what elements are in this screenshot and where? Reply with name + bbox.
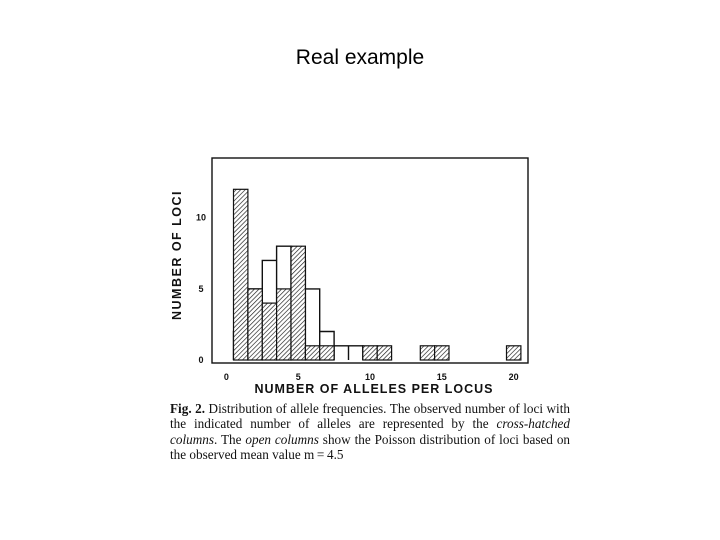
y-tick-label: 10 (195, 212, 207, 223)
observed-bar-3 (262, 303, 276, 360)
x-tick-label: 15 (436, 372, 447, 382)
y-tick-label: 5 (198, 283, 204, 294)
observed-bar-6 (305, 346, 319, 360)
x-axis-label: NUMBER OF ALLELES PER LOCUS (254, 382, 494, 396)
caption-label: Fig. 2. (170, 401, 206, 416)
observed-bar-20 (507, 346, 521, 360)
observed-bar-2 (248, 289, 262, 360)
x-tick-label: 20 (508, 372, 519, 382)
observed-bar-4 (277, 289, 291, 360)
observed-bar-11 (377, 346, 391, 360)
observed-bar-15 (435, 346, 449, 360)
observed-bar-10 (363, 346, 377, 360)
caption-emphasis-1: cross-hatched columns (170, 416, 570, 447)
y-tick-label: 0 (198, 355, 204, 365)
figure-caption (170, 401, 570, 462)
observed-bar-5 (291, 246, 305, 360)
observed-bar-1 (234, 189, 248, 360)
caption-emphasis-2: open columns (245, 431, 319, 447)
caption-text-3: show the Poisson distribution of loci based on the observed mean value m = 4.5 (170, 431, 571, 462)
x-tick-label: 10 (364, 372, 376, 382)
observed-bar-14 (420, 346, 434, 360)
x-tick-label: 0 (223, 372, 229, 382)
y-axis-label: NUMBER OF LOCI (170, 189, 184, 321)
x-tick-label: 5 (295, 372, 301, 382)
caption-text-2: . The (213, 431, 246, 447)
caption-text-1: Distribution of allele frequencies. The observed number of loci with the indicated number of alleles are represented by the (170, 401, 570, 432)
slide-title: Real example (295, 46, 425, 69)
observed-bar-7 (320, 346, 334, 360)
